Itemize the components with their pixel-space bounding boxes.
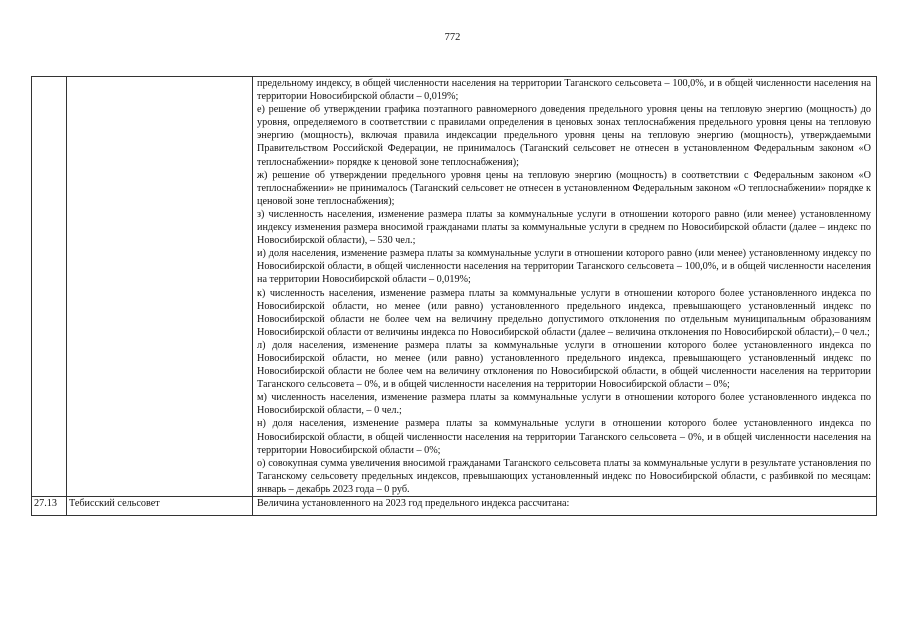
paragraph: л) доля населения, изменение размера платы за коммунальные услуги в отношении которого более установленного индекса по Новосибирской области, но менее (или равно) установленного предельного индекса, превышающего установленный индекс по Новосибирской области не более чем на величину отклонения по Новосибирской области, в общей численности населения на территории Таганского сельсовета – 0%, и в общей численности населения на территории Новосибирской области – 0%; [257,339,871,391]
paragraph: м) численность населения, изменение размера платы за коммунальные услуги в отношении которого более установленного индекса по Новосибирской области, – 0 чел.; [257,392,871,417]
paragraph: предельному индексу, в общей численности населения на территории Таганского сельсовета – 100,0%, и в общей численности населения на территории Новосибирской области – 0,019%; [257,78,871,103]
table-row [32,77,877,497]
paragraph: о) совокупная сумма увеличения вносимой гражданами Таганского сельсовета платы за коммунальные услуги в результате установления по Таганскому сельсовету предельных индексов, превышающих установленный индекс по Новосибирской области, с разбивкой по месяцам: январь – декабрь 2023 года – 0 руб. [257,457,871,495]
page-number: 772 [444,32,461,43]
paragraph: к) численность населения, изменение размера платы за коммунальные услуги в отношении которого более установленного индекса по Новосибирской области, но менее (или равно) установленного предельного индекса, превышающего установленный индекс по Новосибирской области не более чем на величину предельно допустимого отклонения по отдельным муниципальным образованиям Новосибирской области от величины индекса по Новосибирской области (далее – величина отклонения по Новосибирской области),– 0 чел.; [257,287,871,338]
document-table [31,76,877,516]
paragraph: и) доля населения, изменение размера платы за коммунальные услуги в отношении которого равно (или менее) установленному индексу по Новосибирской области, в общей численности населения на территории Таганского сельсовета – 100,0%, и в общей численности населения на территории Новосибирской области – 0,019%; [257,248,871,286]
content-cell [253,497,877,516]
content-cell [253,77,877,497]
table-row [32,497,877,516]
row-number-cell: 27.13 [32,497,67,516]
row-number-cell [32,77,67,497]
paragraph: н) доля населения, изменение размера платы за коммунальные услуги в отношении которого более установленного индекса по Новосибирской области, в общей численности населения на территории Таганского сельсовета – 0%, и в общей численности населения на территории Новосибирской области – 0%; [257,418,871,456]
paragraph: ж) решение об утверждении предельного уровня цены на тепловую энергию (мощность) в соответствии с Федеральным законом «О теплоснабжении» не принималось (Таганский сельсовет не отнесен в установленном Федеральным законом «О теплоснабжении» порядке к ценовой зоне теплоснабжения); [257,169,871,207]
municipality-name-cell [67,77,253,497]
paragraph: е) решение об утверждении графика поэтапного равномерного доведения предельного уровня цены на тепловую энергию (мощность) до уровня, определяемого в соответствии с правилами определения в ценовых зонах теплоснабжения предельного уровня цены на тепловую энергию (мощность), включая правила индексации предельного уровня цены на тепловую энергию (мощность), утверждаемыми Правительством Российской Федерации, не принималось (Таганский сельсовет не отнесен в установленном Федеральным законом «О теплоснабжении» порядке к ценовой зоне теплоснабжения); [257,104,871,168]
paragraph: Величина установленного на 2023 год предельного индекса рассчитана: [257,498,570,509]
paragraph: з) численность населения, изменение размера платы за коммунальные услуги в отношении которого равно (или менее) установленному индексу изменения размера вносимой гражданами платы за коммунальные услуги в среднем по Новосибирской области (далее – индекс по Новосибирской области), – 530 чел.; [257,208,871,247]
municipality-name-cell: Тебисский сельсовет [67,497,253,516]
